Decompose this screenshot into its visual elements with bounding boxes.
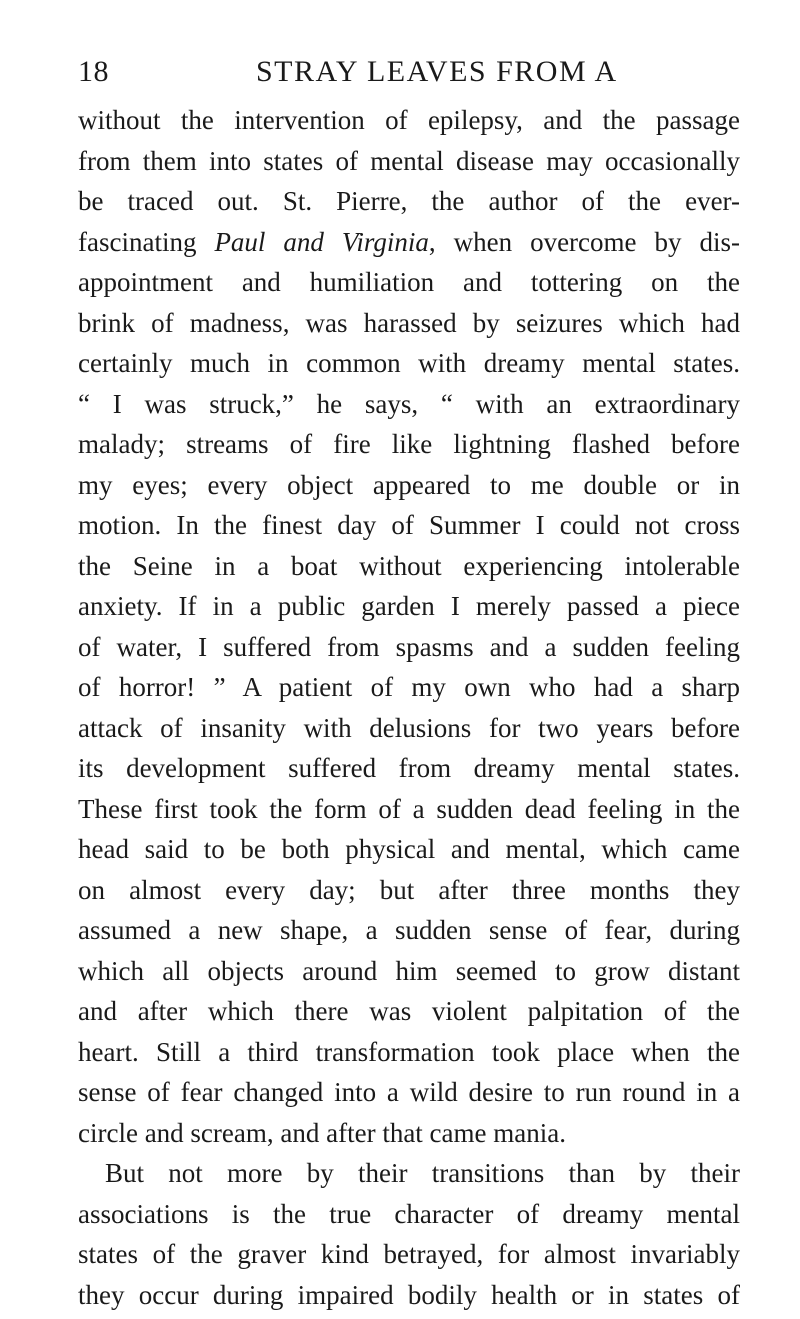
text-line: and after which there was violent palpitation of the <box>78 996 740 1026</box>
text-line: anxiety. If in a public garden I merely passed a piece <box>78 591 740 621</box>
text-line <box>78 222 740 263</box>
body-text <box>78 100 740 1315</box>
book-title-italic: Paul and Virginia <box>214 226 429 257</box>
text-line: on almost every day; but after three months they <box>78 874 740 905</box>
text-line: without the intervention of epilepsy, and the passage <box>78 105 740 135</box>
text-line: assumed a new shape, a sudden sense of fear, during <box>78 915 740 945</box>
text-line: malady; streams of fire like lightning flashed before <box>78 429 740 459</box>
text-line: “ I was struck,” he says, “ with an extraordinary <box>78 388 740 419</box>
text-line: of horror! ” A patient of my own who had a sharp <box>78 672 740 702</box>
text-line: be traced out. St. Pierre, the author of the ever- <box>78 186 740 216</box>
text-line: attack of insanity with delusions for two years before <box>78 712 740 743</box>
text-line: brink of madness, was harassed by seizures which had <box>78 307 740 338</box>
page-number: 18 <box>78 55 109 88</box>
text-line: my eyes; every object appeared to me double or in <box>78 469 740 500</box>
text-segment: , when overcome by dis- <box>428 226 740 257</box>
text-line: These first took the form of a sudden dead feeling in the <box>78 793 740 824</box>
text-line: motion. In the finest day of Summer I could not cross <box>78 510 740 540</box>
text-line: appointment and humiliation and tottering on the <box>78 267 740 297</box>
text-line: head said to be both physical and mental, which came <box>78 834 740 864</box>
text-line: which all objects around him seemed to grow distant <box>78 955 740 986</box>
text-line: its development suffered from dreamy mental states. <box>78 753 740 783</box>
text-segment: fascinating <box>78 226 215 257</box>
text-line: associations is the true character of dreamy mental <box>78 1198 740 1229</box>
text-line: circle and scream, and after that came mania. <box>78 1117 566 1148</box>
text-line: the Seine in a boat without experiencing intolerable <box>78 550 740 581</box>
text-line: certainly much in common with dreamy mental states. <box>78 348 740 378</box>
text-line: heart. Still a third transformation took place when the <box>78 1036 740 1067</box>
text-line: But not more by their transitions than by their <box>105 1158 740 1188</box>
text-line: states of the graver kind betrayed, for almost invariably <box>78 1239 740 1269</box>
text-line: they occur during impaired bodily health or in states of <box>78 1279 740 1310</box>
page-header <box>78 52 732 92</box>
text-line: from them into states of mental disease may occasionally <box>78 145 740 176</box>
text-line: of water, I suffered from spasms and a sudden feeling <box>78 631 740 662</box>
running-head: STRAY LEAVES FROM A <box>256 55 618 88</box>
text-line: sense of fear changed into a wild desire to run round in a <box>78 1077 740 1107</box>
